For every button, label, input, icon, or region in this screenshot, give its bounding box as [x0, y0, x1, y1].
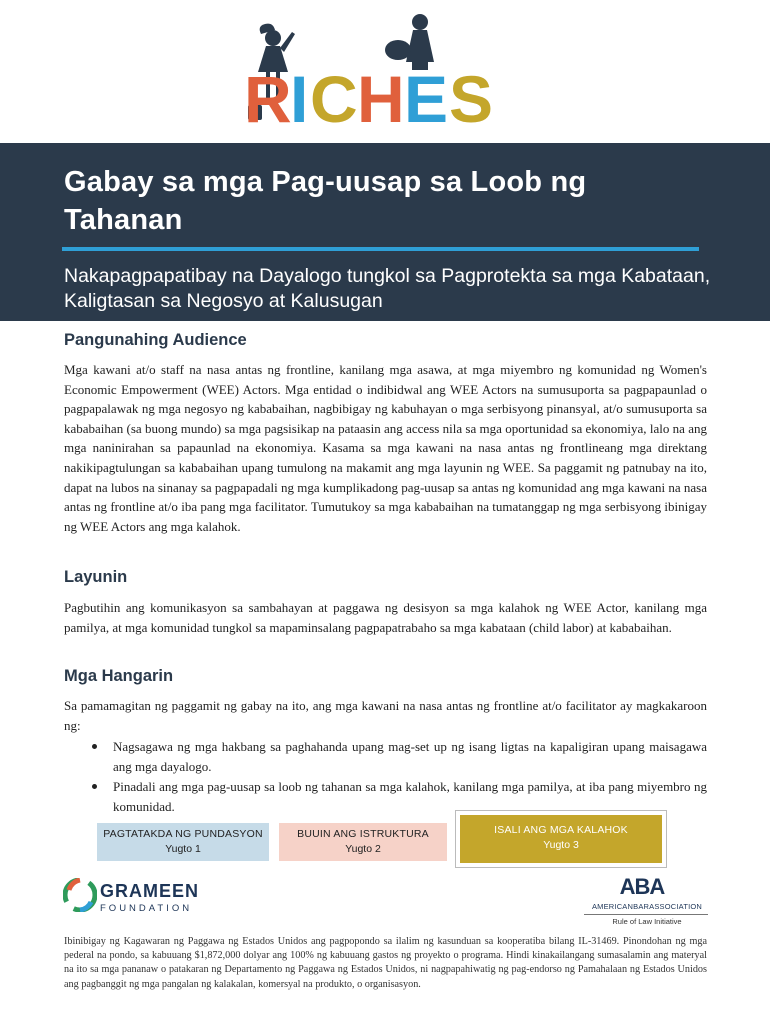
- aba-logo: [582, 874, 712, 930]
- title-banner: [0, 143, 770, 321]
- aba-subtitle: Rule of Law Initiative: [612, 917, 682, 926]
- grameen-leaf-icon: [63, 878, 97, 912]
- grameen-foundation-logo: [63, 878, 200, 917]
- aims-intro: Sa pamamagitan ng paggamit ng gabay na ito, ang mga kawani na nasa antas ng frontline at/o facilitator ay magkakaroon ng:: [64, 698, 707, 733]
- phase-stage: Yugto 2: [345, 843, 381, 855]
- logo-letter-e: E: [404, 62, 449, 135]
- phase-title: PAGTATAKDA NG PUNDASYON: [103, 828, 263, 840]
- logo-letter-i: I: [290, 62, 309, 135]
- logo-letter-c: C: [310, 62, 358, 135]
- funding-disclaimer: Ibinibigay ng Kagawaran ng Paggawa ng Estados Unidos ang pagpopondo sa ilalim ng kasunduan sa kooperatiba bilang IL-31469. Pinondohan ng mga pederal na pondo, sa kabuuang $1,872,000 dolyar ang 100% ng kabuuang gastos ng proyekto o programa. Hindi kinakailangang sumasalamin ang materyal na ito sa mga pananaw o patakaran ng Departamento ng Paggawa ng Estados Unidos, ni nagpapahiwatig ng pag-endorso ng Pamahalaan ng Estados Unidos ang pagbanggit ng mga pangalan ng kalakalan, komersyal na produkto, o organisasyon.: [64, 936, 707, 990]
- aba-divider: [584, 914, 708, 915]
- list-item: Nagsagawa ng mga hakbang sa paghahanda upang mag-set up ng isang ligtas na kapaligiran upang maisagawa ang mga dayalogo.: [113, 737, 707, 776]
- logo-letter-s: S: [449, 62, 494, 135]
- page-title: Gabay sa mga Pag-uusap sa Loob ng Tahanan: [64, 166, 587, 236]
- phase-title: BUUIN ANG ISTRUKTURA: [297, 828, 429, 840]
- aba-name: AMERICANBARASSOCIATION: [591, 902, 703, 911]
- riches-wordmark: [244, 62, 493, 135]
- aims-list: [64, 737, 707, 817]
- grameen-subtitle: FOUNDATION: [100, 903, 193, 914]
- phase-stage: Yugto 1: [165, 843, 201, 855]
- audience-text: Mga kawani at/o staff na nasa antas ng frontline, kanilang mga asawa, at mga miyembro ng komunidad ng Women's Economic Empowerment (WEE) Actors. Mga entidad o indibidwal ang WEE Actors na sumusuporta sa pagpapaunlad o pagpapalawak ng mga negosyo ng kababaihan, nagbibigay ng kabuhayan o mga serbisyong pinansyal, at/o sumusuporta sa kababaihan (sa buong mundo) sa mga pagsisikap na pataasin ang access nila sa mga oportunidad sa ekonomiya, lalo na ang mga naninirahan sa papaunlad na ekonomiya. Kasama sa mga kawani na nasa antas ng frontlineang mga direktang nakikipagtulungan sa kababaihan upang tumulong na makamit ang mga layunin ng WEE. Sa paggamit ng patnubay na ito, dapat na lubos na sinanay sa pagpapadali ng mga kumplikadong pag-uusap sa antas ng komunidad ang mga kawani na nasa antas ng frontline at/o iba pang mga facilitator. Tumutukoy sa mga kababaihan na tumatanggap ng mga serbisyong ibinigay ng WEE Actors ang mga kalahok.: [64, 362, 707, 534]
- grameen-name: GRAMEEN: [100, 881, 200, 901]
- riches-logo: [0, 0, 770, 140]
- title-divider: [62, 247, 699, 251]
- page-subtitle: Nakapagpapatibay na Dayalogo tungkol sa Pagprotekta sa mga Kabataan, Kaligtasan sa Negosyo at Kalusugan: [64, 265, 711, 312]
- logo-letter-r: R: [244, 62, 292, 135]
- logo-letter-h: H: [357, 62, 405, 135]
- audience-heading: Pangunahing Audience: [64, 331, 247, 349]
- phase-stage: Yugto 3: [543, 839, 579, 851]
- riches-logo-graphic: [228, 10, 538, 135]
- phase-title: ISALI ANG MGA KALAHOK: [494, 824, 628, 836]
- phase-2-box: [279, 823, 447, 861]
- aba-mark: ABA: [619, 874, 665, 899]
- phase-1-box: [97, 823, 269, 861]
- goal-text: Pagbutihin ang komunikasyon sa sambahayan at paggawa ng desisyon sa mga kalahok ng WEE Actor, kanilang mga pamilya, at mga komunidad tungkol sa mapaminsalang pagpapatrabaho sa mga kabataan (child labor) at kababaihan.: [64, 600, 707, 635]
- goal-heading: Layunin: [64, 568, 128, 586]
- aims-heading: Mga Hangarin: [64, 667, 174, 685]
- phase-3-box: [460, 815, 662, 863]
- list-item: Pinadali ang mga pag-uusap sa loob ng tahanan sa mga kalahok, kanilang mga pamilya, at iba pang miyembro ng komunidad.: [113, 777, 707, 816]
